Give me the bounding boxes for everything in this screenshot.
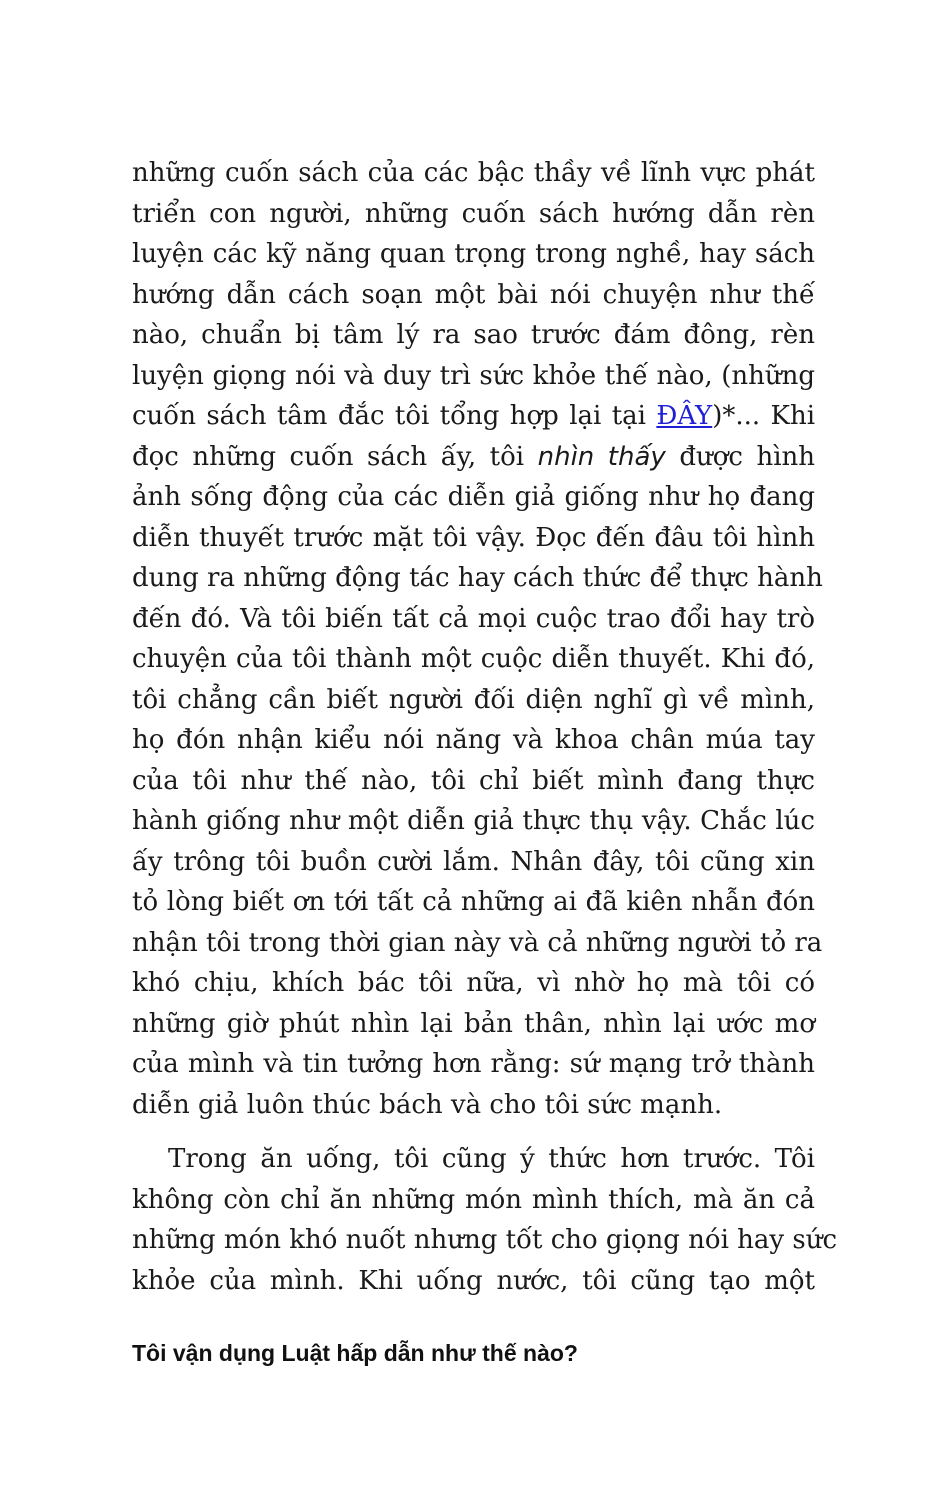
text-line-with-emphasis xyxy=(132,437,815,478)
text-line: triển con người, những cuốn sách hướng dẫn rèn xyxy=(132,198,815,229)
text-line: hướng dẫn cách soạn một bài nói chuyện như thế xyxy=(132,279,815,310)
body-text xyxy=(132,153,838,1301)
text-line: chuyện của tôi thành một cuộc diễn thuyết. Khi đó, xyxy=(132,644,815,674)
text-line-with-link xyxy=(132,396,815,437)
text-line: diễn thuyết trước mặt tôi vậy. Đọc đến đâu tôi hình xyxy=(132,522,815,553)
text-line: của mình và tin tưởng hơn rằng: sứ mạng trở thành xyxy=(132,1049,815,1079)
emphasized-text: nhìn thấy xyxy=(537,441,666,472)
text-line: ảnh sống động của các diễn giả giống như họ đang xyxy=(132,482,815,512)
text-line: những giờ phút nhìn lại bản thân, nhìn lại ước mơ xyxy=(132,1008,815,1039)
text-line: của tôi như thế nào, tôi chỉ biết mình đang thực xyxy=(132,765,815,796)
text-line: đến đó. Và tôi biến tất cả mọi cuộc trao đổi hay trò xyxy=(132,603,815,634)
text-line: không còn chỉ ăn những món mình thích, mà ăn cả xyxy=(132,1184,815,1215)
text-segment: )*... Khi xyxy=(712,401,816,431)
text-line: những món khó nuốt nhưng tốt cho giọng nói hay sức xyxy=(132,1225,838,1255)
text-line: dung ra những động tác hay cách thức để thực hành xyxy=(132,563,823,593)
text-line: nào, chuẩn bị tâm lý ra sao trước đám đông, rèn xyxy=(132,320,815,350)
text-line: luyện các kỹ năng quan trọng trong nghề, hay sách xyxy=(132,239,815,269)
text-line: tỏ lòng biết ơn tới tất cả những ai đã kiên nhẫn đón xyxy=(132,887,815,917)
day-link[interactable]: ĐÂY xyxy=(656,401,713,431)
text-line: Trong ăn uống, tôi cũng ý thức hơn trước. Tôi xyxy=(168,1144,815,1174)
text-line: luyện giọng nói và duy trì sức khỏe thế nào, (những xyxy=(132,360,815,391)
text-line: những cuốn sách của các bậc thầy về lĩnh vực phát xyxy=(132,158,815,188)
text-line: họ đón nhận kiểu nói năng và khoa chân múa tay xyxy=(132,725,815,755)
text-line-last: diễn giả luôn thúc bách và cho tôi sức mạnh. xyxy=(132,1089,723,1120)
text-line: tôi chẳng cần biết người đối diện nghĩ gì về mình, xyxy=(132,684,815,715)
text-line: hành giống như một diễn giả thực thụ vậy. Chắc lúc xyxy=(132,806,815,836)
text-line: khỏe của mình. Khi uống nước, tôi cũng tạo một xyxy=(132,1265,815,1296)
text-segment: cuốn sách tâm đắc tôi tổng hợp lại tại xyxy=(132,401,646,431)
text-line: nhận tôi trong thời gian này và cả những người tỏ ra xyxy=(132,927,823,958)
section-title-footer: Tôi vận dụng Luật hấp dẫn như thế nào? xyxy=(132,1340,578,1366)
text-line: ấy trông tôi buồn cười lắm. Nhân đây, tôi cũng xin xyxy=(132,846,815,877)
text-segment: được hình xyxy=(679,441,816,472)
text-line: khó chịu, khích bác tôi nữa, vì nhờ họ mà tôi có xyxy=(132,968,815,998)
text-segment: đọc những cuốn sách ấy, tôi xyxy=(132,441,525,472)
paragraph-gap xyxy=(132,1125,815,1139)
